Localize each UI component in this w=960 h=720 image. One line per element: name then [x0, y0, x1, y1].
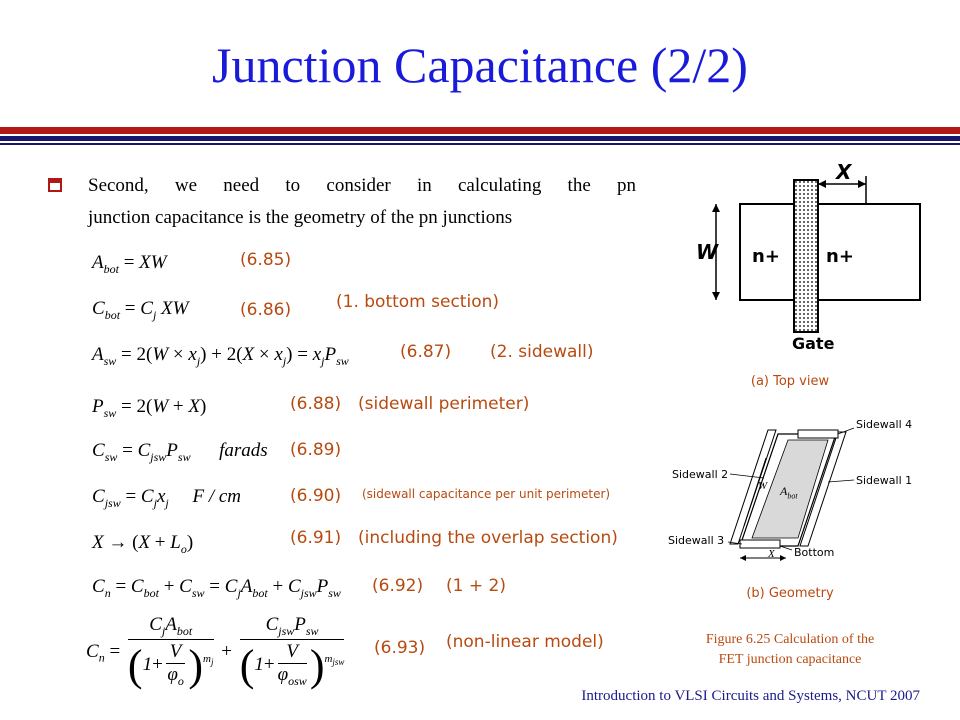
equation-6-89: $C_{sw} = C_{jsw}P_{sw}$ farads [92, 440, 268, 464]
equation-6-87: $A_{sw} = 2(W \times x_j) + 2(X \times x_j) = x_jP_{sw}$ [92, 344, 349, 368]
equation-number: (6.85) [240, 250, 292, 270]
equation-note: (sidewall capacitance per unit perimeter) [362, 487, 611, 501]
n-plus-right: n+ [826, 246, 854, 267]
title-rule-red [0, 127, 960, 134]
equation-6-90: $C_{jsw} = C_jx_j$ F / cm [92, 486, 242, 510]
abot-sub: bot [787, 491, 798, 501]
top-view-figure [690, 160, 950, 360]
sidewall-4-label: Sidewall 4 [856, 418, 913, 431]
top-view-caption: (a) Top view [750, 374, 830, 389]
equation-number: (6.87) [400, 342, 452, 362]
abot-label [780, 484, 798, 500]
geometry-x-label: X [768, 548, 775, 560]
equation-note: (2. sidewall) [490, 342, 594, 362]
gate-label: Gate [792, 334, 835, 353]
equation-6-91: $X \to (X + L_o)$ [92, 532, 194, 556]
sidewall-2-label: Sidewall 2 [672, 468, 729, 481]
abot-main: A [780, 484, 788, 498]
equation-number: (6.89) [290, 440, 342, 460]
sidewall-1-label: Sidewall 1 [856, 474, 913, 487]
figure-caption [660, 630, 920, 670]
figure-caption-line-2: FET junction capacitance [718, 652, 862, 667]
geometry-w-label: W [758, 480, 768, 492]
equation-6-88: $P_{sw} = 2(W + X)$ [92, 396, 207, 420]
equation-6-86: $C_{bot} = C_j$ XW [92, 298, 189, 322]
bullet-icon [48, 178, 62, 192]
equation-number: (6.93) [374, 638, 426, 658]
bullet-line-1: Second, we need to consider in calculating the pn [88, 175, 636, 196]
bottom-label: Bottom [794, 546, 835, 559]
equation-number: (6.91) [290, 528, 342, 548]
equation-6-85: $A_{bot}$ = XW [92, 252, 167, 276]
equation-note: (non-linear model) [446, 632, 604, 652]
equation-number: (6.92) [372, 576, 424, 596]
equation-note: (1 + 2) [446, 576, 506, 596]
bullet-text [88, 170, 636, 234]
footer-text: Introduction to VLSI Circuits and Systems, NCUT 2007 [581, 688, 920, 704]
equation-6-93: $C_n$ = $C_jA_{bot}$ (1+ $\frac{V}{\varphi_o}$ )$^{m_j}$ + $C_{jsw}P_{sw}$ (1+ $\frac{V}{\varphi_{osw}}$ )$^{m_{jsw}}$ [86, 614, 345, 690]
page-title: Junction Capacitance (2/2) [212, 37, 748, 93]
equation-note: (sidewall perimeter) [358, 394, 530, 414]
title-rule-thin [0, 143, 960, 145]
equation-note: (1. bottom section) [336, 292, 500, 312]
equation-number: (6.86) [240, 300, 292, 320]
geometry-caption: (b) Geometry [746, 586, 834, 601]
n-plus-left: n+ [752, 246, 780, 267]
x-dim-label: X [836, 160, 852, 184]
gate-poly [794, 180, 818, 332]
title-rule-blue [0, 136, 960, 141]
equation-number: (6.88) [290, 394, 342, 414]
figure-caption-line-1: Figure 6.25 Calculation of the [705, 632, 875, 647]
bullet-line-2: junction capacitance is the geometry of the pn junctions [88, 207, 513, 228]
sidewall-3-label: Sidewall 3 [668, 534, 725, 547]
equation-6-92: $C_n = C_{bot} + C_{sw} = C_jA_{bot} + C_{jsw}P_{sw}$ [92, 576, 341, 600]
w-dim-label: W [696, 240, 719, 264]
equation-note: (including the overlap section) [358, 528, 618, 548]
equation-number: (6.90) [290, 486, 342, 506]
